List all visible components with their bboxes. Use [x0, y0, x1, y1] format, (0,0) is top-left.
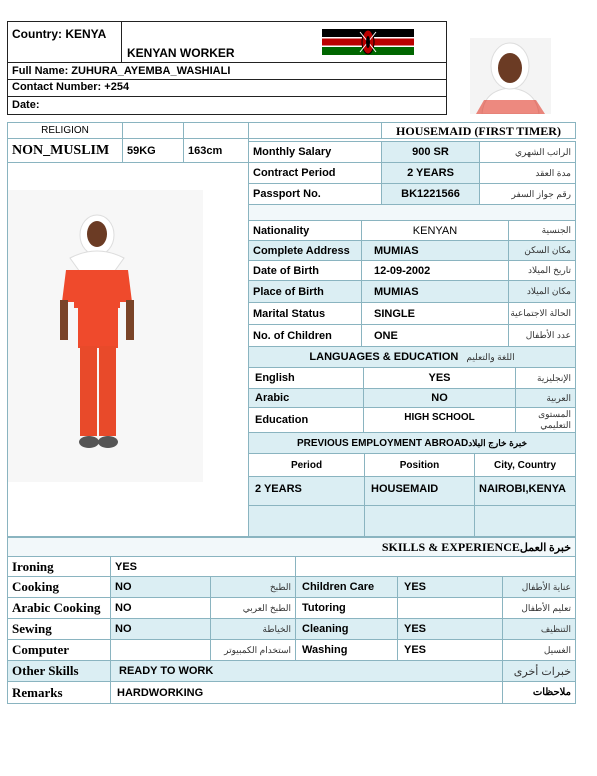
employment-col-position: Position [364, 453, 475, 477]
languages-heading-arabic: اللغة والتعليم [466, 351, 515, 362]
passport-arabic: رقم جواز السفر [479, 183, 576, 205]
skill-sewing-label: Sewing [7, 618, 111, 640]
pob-label: Place of Birth [248, 280, 362, 303]
pob-value: MUMIAS [361, 280, 509, 303]
header-divider-1 [7, 62, 447, 63]
children-arabic: عدد الأطفال [508, 324, 576, 347]
address-arabic: مكان السكن [508, 240, 576, 261]
header-divider-vertical [121, 21, 122, 63]
country-label: Country: KENYA [12, 27, 107, 41]
marital-value: SINGLE [361, 302, 509, 325]
employment-blank-row [248, 505, 365, 537]
skill-computer-arabic: استخدام الكمبيوتر [210, 639, 296, 661]
skill-cooking-label: Cooking [7, 576, 111, 598]
header-divider-2 [7, 79, 447, 80]
marital-arabic: الحالة الاجتماعية [508, 302, 576, 325]
children-value: ONE [361, 324, 509, 347]
dob-value: 12-09-2002 [361, 260, 509, 281]
skills-heading-text: SKILLS & EXPERIENCE [381, 539, 520, 554]
pob-arabic: مكان الميلاد [508, 280, 576, 303]
remarks-arabic: ملاحظات [502, 681, 576, 704]
spacer-row [248, 204, 576, 221]
remarks-label: Remarks [7, 681, 111, 704]
blank-cell [248, 122, 382, 139]
kenya-flag [322, 29, 414, 55]
english-label: English [248, 367, 364, 389]
skills-heading [7, 537, 576, 557]
position-title: HOUSEMAID (FIRST TIMER) [381, 122, 576, 139]
skill-cleaning-arabic: التنظيف [502, 618, 576, 640]
contact-number: Contact Number: +254 [12, 81, 130, 93]
skill-tutoring-label: Tutoring [295, 597, 398, 619]
skill-ironing-label: Ironing [7, 556, 111, 577]
other-skills-label: Other Skills [7, 660, 111, 682]
salary-label: Monthly Salary [248, 141, 382, 163]
skill-cooking-value: NO [110, 576, 211, 598]
dob-arabic: تاريخ الميلاد [508, 260, 576, 281]
education-value: HIGH SCHOOL [363, 407, 516, 433]
arabic-label: Arabic [248, 388, 364, 408]
employment-heading [248, 432, 576, 454]
skill-washing-arabic: الغسيل [502, 639, 576, 661]
dob-label: Date of Birth [248, 260, 362, 281]
skills-heading-arabic: خبرة العمل [519, 541, 571, 554]
employment-heading-arabic: خبرة خارج البلاد [468, 437, 528, 448]
skill-washing-value: YES [397, 639, 503, 661]
arabic-value: NO [363, 388, 516, 408]
education-arabic: المستوى التعليمي [515, 407, 576, 433]
other-skills-value: READY TO WORK [110, 660, 503, 682]
religion-value: NON_MUSLIM [7, 138, 123, 163]
contract-value: 2 YEARS [381, 162, 480, 184]
employment-col-period: Period [248, 453, 365, 477]
skill-childcare-value: YES [397, 576, 503, 598]
languages-heading-text: LANGUAGES & EDUCATION [309, 351, 459, 363]
salary-value: 900 SR [381, 141, 480, 163]
nationality-label: Nationality [248, 220, 362, 241]
english-arabic: الإنجليزية [515, 367, 576, 389]
skill-ironing-value: YES [110, 556, 296, 577]
portrait-photo [470, 38, 551, 114]
skill-sewing-arabic: الخياطة [210, 618, 296, 640]
arabic-arabic: العربية [515, 388, 576, 408]
passport-label: Passport No. [248, 183, 382, 205]
education-label: Education [248, 407, 364, 433]
address-value: MUMIAS [361, 240, 509, 261]
nationality-arabic: الجنسية [508, 220, 576, 241]
skill-tutoring-value [397, 597, 503, 619]
date-label: Date: [12, 99, 40, 111]
salary-arabic: الراتب الشهري [479, 141, 576, 163]
passport-value: BK1221566 [381, 183, 480, 205]
skill-arabic-cooking-label: Arabic Cooking [7, 597, 111, 619]
children-label: No. of Children [248, 324, 362, 347]
skill-childcare-arabic: عناية الأطفال [502, 576, 576, 598]
header-title: KENYAN WORKER [127, 46, 235, 60]
marital-label: Marital Status [248, 302, 362, 325]
contract-arabic: مدة العقد [479, 162, 576, 184]
skill-cleaning-label: Cleaning [295, 618, 398, 640]
employment-position: HOUSEMAID [364, 476, 475, 506]
languages-heading [248, 346, 576, 368]
blank-cell [183, 122, 249, 139]
nationality-value: KENYAN [361, 220, 509, 241]
skill-tutoring-arabic: تعليم الأطفال [502, 597, 576, 619]
employment-blank-row [364, 505, 475, 537]
skill-washing-label: Washing [295, 639, 398, 661]
address-label: Complete Address [248, 240, 362, 261]
skill-arabic-cooking-arabic: الطبخ العربي [210, 597, 296, 619]
skill-childcare-label: Children Care [295, 576, 398, 598]
employment-col-city: City, Country [474, 453, 576, 477]
skill-computer-value [110, 639, 211, 661]
blank-cell [122, 122, 184, 139]
english-value: YES [363, 367, 516, 389]
other-skills-arabic: خبرات أخرى [502, 660, 576, 682]
photo-panel-frame [7, 162, 249, 537]
employment-blank-row [474, 505, 576, 537]
employment-heading-text: PREVIOUS EMPLOYMENT ABROAD [296, 437, 469, 449]
remarks-value: HARDWORKING [110, 681, 503, 704]
skill-cleaning-value: YES [397, 618, 503, 640]
religion-label: RELIGION [7, 122, 123, 139]
skill-arabic-cooking-value: NO [110, 597, 211, 619]
full-name: Full Name: ZUHURA_AYEMBA_WASHIALI [12, 65, 231, 77]
height-value: 163cm [183, 138, 249, 163]
header-divider-3 [7, 96, 447, 97]
blank-cell [295, 556, 576, 577]
skill-computer-label: Computer [7, 639, 111, 661]
contract-label: Contract Period [248, 162, 382, 184]
skill-cooking-arabic: الطبخ [210, 576, 296, 598]
employment-city: NAIROBI,KENYA [474, 476, 576, 506]
employment-period: 2 YEARS [248, 476, 365, 506]
weight-value: 59KG [122, 138, 184, 163]
skill-sewing-value: NO [110, 618, 211, 640]
